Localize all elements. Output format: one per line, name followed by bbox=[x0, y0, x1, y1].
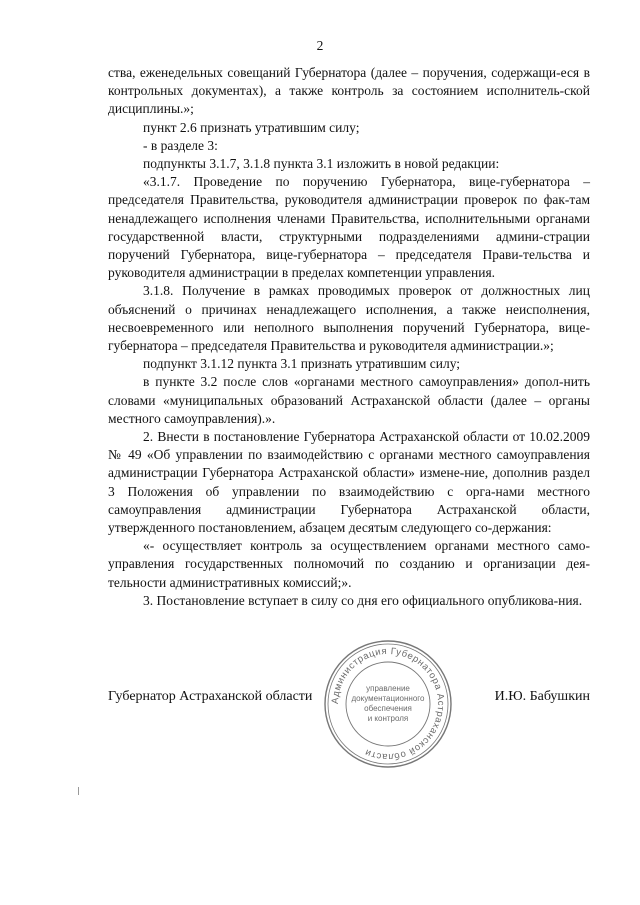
paragraph-3-1-8: 3.1.8. Получение в рамках проводимых проверок от должностных лиц объяснений о причинах ненадлежащего исполнения, а также неисполнения, несвоевременного или неполного выполнения поручений Губернатора, вице-губернатора – председателя Правительства и руководителя администрации.»; bbox=[108, 283, 590, 354]
paragraph-item-3: 3. Постановление вступает в силу со дня его официального опубликова-ния. bbox=[143, 592, 583, 608]
stamp-inner bbox=[322, 638, 454, 770]
paragraph-section-3: - в разделе 3: bbox=[143, 137, 218, 153]
paragraph-3-2: в пункте 3.2 после слов «органами местного самоуправления» допол-нить словами «муниципальных образований Астраханской области (далее – органы местного самоуправления).». bbox=[108, 374, 590, 426]
stamp-line-3: обеспечения bbox=[364, 704, 412, 713]
paragraph-3-1-12: подпункт 3.1.12 пункта 3.1 признать утратившим силу; bbox=[143, 356, 461, 372]
paragraph-subitems: подпункты 3.1.7, 3.1.8 пункта 3.1 изложить в новой редакции: bbox=[143, 156, 500, 172]
paragraph-continuation: ства, еженедельных совещаний Губернатора (далее – поручения, содержащи-еся в контрольных документах), а также контроль за состоянием исполнитель-ской дисциплины.»; bbox=[108, 65, 590, 117]
stamp-line-2: документационного bbox=[351, 694, 425, 703]
document-body bbox=[108, 64, 590, 610]
signatory-name: И.Ю. Бабушкин bbox=[494, 689, 590, 704]
stamp-line-4: и контроля bbox=[367, 714, 409, 723]
page-number: 2 bbox=[316, 38, 324, 53]
paragraph-amendment: «- осуществляет контроль за осуществлением органами местного само-управления государственных полномочий по созданию и организации дея-тельности административных комиссий;». bbox=[108, 538, 590, 590]
stamp-line-1: управление bbox=[366, 684, 410, 693]
official-stamp bbox=[322, 638, 454, 770]
paragraph-item-2-6: пункт 2.6 признать утратившим силу; bbox=[143, 119, 360, 135]
paragraph-item-2: 2. Внести в постановление Губернатора Астраханской области от 10.02.2009 № 49 «Об управлении по взаимодействию с органами местного самоуправления администрации Губернатора Астраханской области» измене-ние, дополнив раздел 3 Положения об управлении по взаимодействию с орга-нами местного самоуправления администрации Губернатора Астраханской области, утвержденного постановлением, абзацем десятым следующего со-держания: bbox=[108, 429, 590, 536]
scan-mark bbox=[78, 787, 81, 795]
stamp-ring-text: Администрация Губернатора Астраханской области bbox=[329, 645, 447, 763]
paragraph-3-1-7: «3.1.7. Проведение по поручению Губернатора, вице-губернатора – председателя Правительства, руководителя администрации проверок по фак-там ненадлежащего исполнения членами Правительства, исполнительными органами государственной власти, структурными подразделениями админи-страции поручений Губернатора, вице-губернатора – председателя Прави-тельства и руководителя администрации в пределах компетенции управления. bbox=[108, 174, 590, 281]
signatory-title: Губернатор Астраханской области bbox=[108, 689, 313, 704]
